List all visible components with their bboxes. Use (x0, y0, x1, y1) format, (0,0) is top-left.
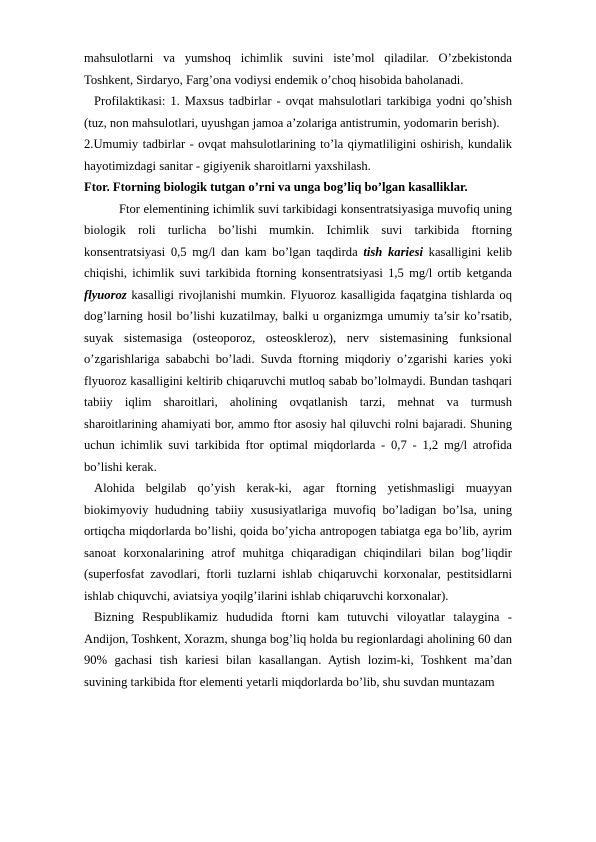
fluorine-role-text-a: Ftor elementining ichimlik suvi tarkibidagi konsentratsiyasiga muvofiq uning biologik roli turlicha bo’lishi mumkin. Ichimlik suvi tarkibida ftorning konsentratsiyasi 0,5 mg/l dan kam bo’lgan taqdirda (84, 201, 512, 259)
paragraph-republic-regions: Bizning Respublikamiz hududida ftorni kam tutuvchi viloyatlar talaygina - Andijon, Toshkent, Xorazm, shunga bog’liq holda bu regionlardagi aholining 60 dan 90% gachasi tish kariesi bilan kasallangan. Aytish lozim-ki, Toshkent ma’dan suvining tarkibida ftor elementi yetarli miqdorlarda bo’lib, shu suvdan muntazam (84, 610, 512, 689)
document-page (84, 48, 512, 693)
paragraph-intro-continuation: mahsulotlarni va yumshoq ichimlik suvini iste’mol qiladilar. O’zbekistonda Toshkent, Sirdaryo, Farg’ona vodiysi endemik o’choq hisobida baholanadi. (84, 51, 512, 87)
paragraph-prophylaxis-special: Profilaktikasi: 1. Maxsus tadbirlar - ovqat mahsulotlari tarkibiga yodni qo’shish (tuz, non mahsulotlari, uyushgan jamoa a’zolariga antistrumin, yodomarin berish). (84, 94, 512, 130)
term-tish-kariesi: tish kariesi (363, 244, 423, 259)
paragraph-prophylaxis-general: 2.Umumiy tadbirlar - ovqat mahsulotlarining to’la qiymatliligini oshirish, kundalik hayotimizdagi sanitar - gigiyenik sharoitlarni yaxshilash. (84, 137, 512, 173)
fluorine-role-text-b: kasalligini kelib chiqishi, ichimlik suvi tarkibida ftorning konsentratsiyasi 1,5 mg/l ortib ketganda (84, 244, 512, 280)
paragraph-fluorine-role (84, 199, 512, 479)
paragraph-fluorine-excess: Alohida belgilab qo’yish kerak-ki, agar ftorning yetishmasligi muayyan biokimyoviy hududning tabiiy xususiyatlariga muvofiq bo’ladigan bo’lsa, uning ortiqcha miqdorlarda bo’lishi, qoida bo’yicha antropogen tabiatga ega bo’lib, ayrim sanoat korxonalarining atrof muhitga chiqaradigan chiqindilari bilan bog’liqdir (superfosfat zavodlari, ftorli tuzlarni ishlab chiqaruvchi korxonalar, pestitsidlarni ishlab chiquvchi, aviatsiya yoqilg’ilarini ishlab chiqaruvchi korxonalar). (84, 481, 512, 603)
term-flyuoroz: flyuoroz (84, 287, 127, 302)
section-heading-fluorine: Ftor. Ftorning biologik tutgan o’rni va unga bog’liq bo’lgan kasalliklar. (84, 180, 468, 194)
fluorine-role-text-c: kasalligi rivojlanishi mumkin. Flyuoroz kasalligida faqatgina tishlarda oq dog’larning hosil bo’lishi kuzatilmay, balki u organizmga umumiy ta’sir ko’rsatib, suyak sistemasiga (osteoporoz, osteoskleroz), nerv sistemasining funksional o’zgarishlariga sababchi bo’ladi. Suvda ftorning miqdoriy o’zgarishi karies yoki flyuoroz kasalligini keltirib chiqaruvchi mutloq sabab bo’lolmaydi. Bundan tashqari tabiiy iqlim sharoitlari, aholining ovqatlanish tarzi, mehnat va turmush sharoitlarining ahamiyati bor, ammo ftor asosiy hal qiluvchi rolni bajaradi. Shuning uchun ichimlik suvi tarkibida ftor optimal miqdorlarda - 0,7 - 1,2 mg/l atrofida bo’lishi kerak. (84, 287, 512, 474)
